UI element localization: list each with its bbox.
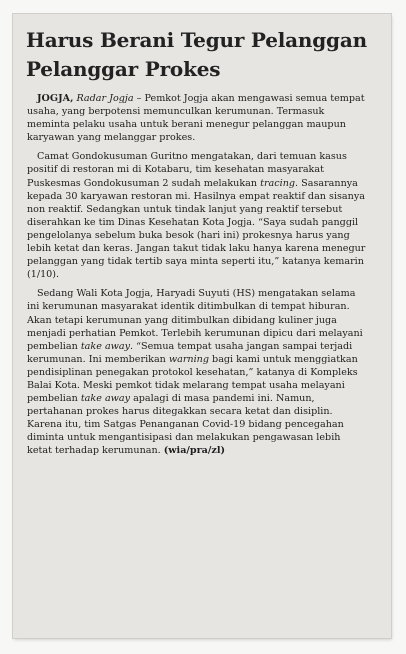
term-take-away-2: take away <box>80 393 131 405</box>
paragraph-3-text-a: Sedang Wali Kota Jogja, Haryadi Suyuti (HS) mengatakan selama ini kerumunan masyarakat identik ditimbulkan di tempat hiburan. Akan tetapi kerumunan yang ditimbulkan dibidang kuliner juga menjadi perhatian Pemkot. Terlebih kerumunan dipicu dari melayani pembelian <box>27 288 363 352</box>
paragraph-2-text-a: Camat Gondokusuman Guritno mengatakan, dari temuan kasus positif di restoran mi di Kotabaru, tim kesehatan masyarakat Puskesmas Gondokusuman 2 sudah melakukan <box>27 151 347 189</box>
dateline: JOGJA, <box>37 93 74 104</box>
paragraph-2 <box>27 150 368 281</box>
paragraph-1-text: – Pemkot Jogja akan mengawasi semua tempat usaha, yang berpotensi memunculkan kerumunan. Termasuk meminta pelaku usaha untuk berani menegur pelanggan maupun karyawan yang melanggar prokes. <box>27 93 365 144</box>
paragraph-1 <box>27 92 368 144</box>
article-body <box>27 92 368 458</box>
term-take-away-1: take away <box>80 340 131 352</box>
term-tracing: tracing <box>260 177 296 189</box>
article-headline: Harus Berani Tegur Pelanggan Pelanggar Prokes <box>26 28 367 81</box>
author-signoff: (wia/pra/zl) <box>163 445 226 457</box>
paragraph-3-text-b: . “Semua tempat usaha jangan sampai terjadi kerumunan. Ini memberikan <box>27 340 353 365</box>
term-warning: warning <box>168 353 209 365</box>
paragraph-3 <box>27 287 368 457</box>
source-name: Radar Jogja <box>76 93 134 104</box>
paragraph-2-text-b: . Sasarannya kepada 30 karyawan restoran mi. Hasilnya empat reaktif dan sisanya non reaktif. Sedangkan untuk tindak lanjut yang reaktif tersebut diserahkan ke tim Dinas Kesehatan Kota Jogja. “Saya sudah panggil pengelolanya sebelum buka besok (hari ini) prokesnya harus yang lebih ketat dan keras. Jangan takut tidak laku hanya karena menegur pelanggan yang tidak tertib saya minta seperti itu,” katanya kemarin (1/10). <box>27 177 366 281</box>
paragraph-3-text-c: bagi kami untuk menggiatkan pendisiplinan penegakan protokol kesehatan,” katanya di Kompleks Balai Kota. Meski pemkot tidak melarang tempat usaha melayani pembelian <box>27 353 358 405</box>
paragraph-3-text-d: apalagi di masa pandemi ini. Namun, pertahanan prokes harus ditegakkan secara ketat dan disiplin. Karena itu, tim Satgas Penanganan Covid-19 bidang pencegahan diminta untuk mengantisipasi dan melakukan pengawasan lebih ketat terhadap kerumunan. <box>27 393 344 457</box>
